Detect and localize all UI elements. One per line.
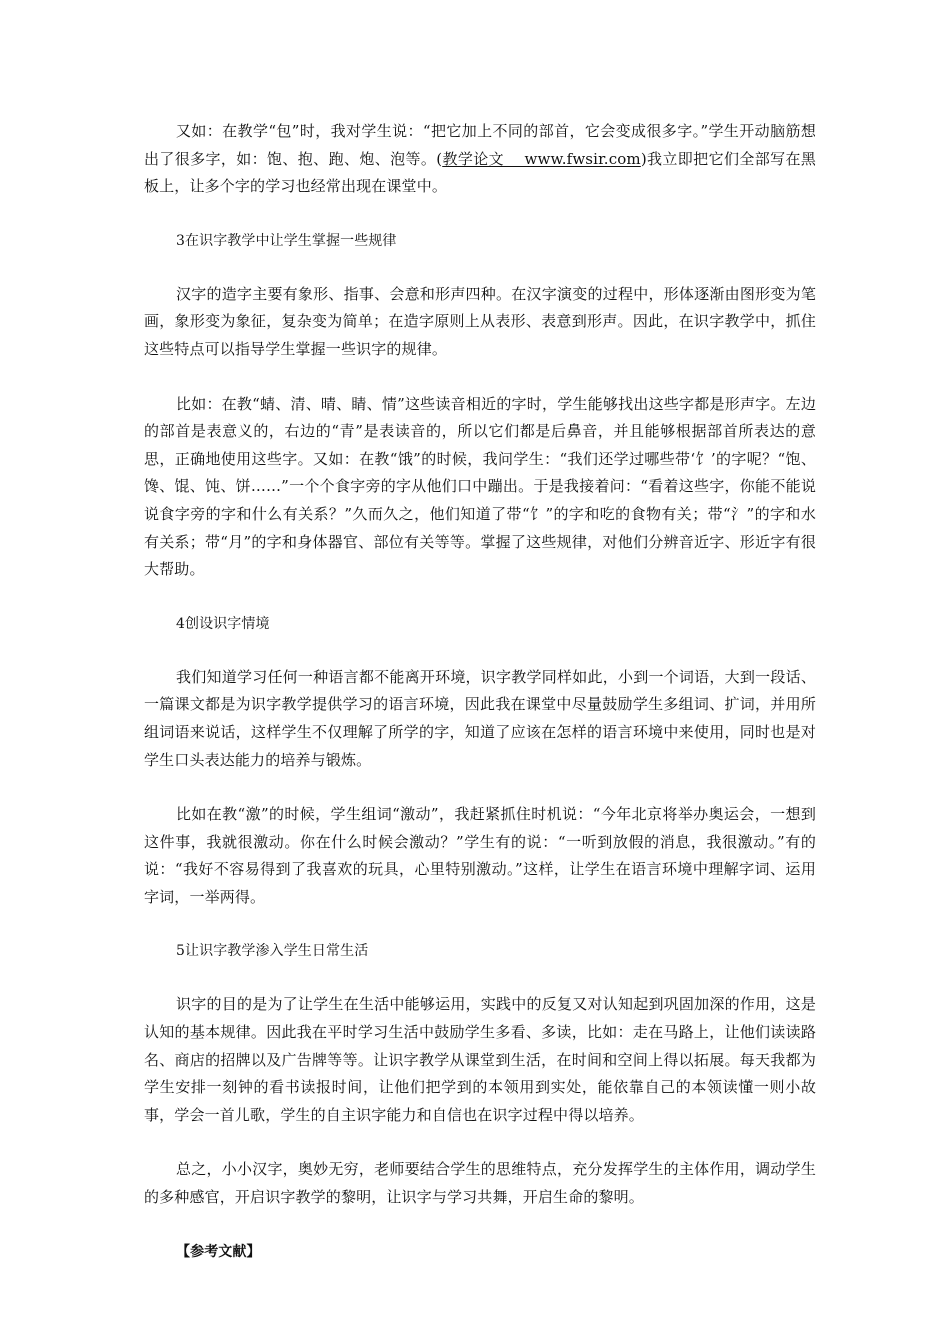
paragraph-language-environment: 我们知道学习任何一种语言都不能离开环境，识字教学同样如此，小到一个词语，大到一段话、一篇课文都是为识字教学提供学习的语言环境，因此我在课堂中尽量鼓励学生多组词、扩词，并用所组词语来说话，这样学生不仅理解了所学的字，知道了应该在怎样的语言环境中来使用，同时也是对学生口头表达能力的培养与锻炼。 (144, 667, 816, 769)
paragraph-text: 又如：在教学“包”时，我对学生说：“把它加上不同的部首，它会变成很多字。”学生开动脑筋想出了很多字，如：饱、抱、跑、炮、泡等。( (144, 122, 816, 168)
paragraph-daily-life: 识字的目的是为了让学生在生活中能够运用，实践中的反复又对认知起到巩固加深的作用，这是认知的基本规律。因此我在平时学习生活中鼓励学生多看、多读，比如：走在马路上，让他们读读路名、商店的招牌以及广告牌等等。让识字教学从课堂到生活，在时间和空间上得以拓展。每天我都为学生安排一刻钟的看书读报时间，让他们把学到的本领用到实处，能依靠自己的本领读懂一则小故事，学会一首儿歌，学生的自主识字能力和自信也在识字过程中得以培养。 (144, 995, 816, 1124)
paragraph-text: )我立即把它们全部写在黑板上，让多个字的学习也经常出现在课堂中。 (144, 149, 816, 196)
paragraph-character-formation: 汉字的造字主要有象形、指事、会意和形声四种。在汉字演变的过程中，形体逐渐由图形变为笔画，象形变为象征，复杂变为简单；在造字原则上从表形、表意到形声。因此，在识字教学中，抓住这些特点可以指导学生掌握一些识字的规律。 (144, 284, 816, 358)
paragraph-qing-example: 比如：在教“蜻、清、晴、睛、情”这些读音相近的字时，学生能够找出这些字都是形声字。左边的部首是表意义的，右边的“青”是表读音的，所以它们都是后鼻音，并且能够根据部首所表达的意思，正确地使用这些字。又如：在教“饿”的时候，我问学生：“我们还学过哪些带‘饣’的字呢？“饱、馋、馄、饨、饼……”一个个食字旁的字从他们口中蹦出。于是我接着问：“看着这些字，你能不能说说食字旁的字和什么有关系？”久而久之，他们知道了带“饣”的字和吃的食物有关；带“氵”的字和水有关系；带“月”的字和身体器官、部位有关等等。掌握了这些规律，对他们分辨音近字、形近字有很大帮助。 (144, 394, 816, 579)
references-heading: 【参考文献】 (176, 1243, 261, 1260)
paragraph-ji-example: 比如在教“激”的时候，学生组词“激动”，我赶紧抓住时机说：“今年北京将举办奥运会，一想到这件事，我就很激动。你在什么时候会激动？”学生有的说：“一听到放假的消息，我很激动。”有的说：“我好不容易得到了我喜欢的玩具，心里特别激动。”这样，让学生在语言环境中理解字词、运用字词，一举两得。 (144, 805, 816, 906)
section-heading-5: 5让识字教学渗入学生日常生活 (176, 943, 369, 960)
paragraph-bao-example (144, 118, 816, 201)
document-body (144, 118, 816, 1266)
section-heading-3: 3在识字教学中让学生掌握一些规律 (176, 232, 397, 249)
source-link[interactable]: 教学论文 www.fwsir.com (442, 149, 641, 168)
section-heading-4: 4创设识字情境 (176, 615, 270, 632)
paragraph-conclusion: 总之，小小汉字，奥妙无穷，老师要结合学生的思维特点，充分发挥学生的主体作用，调动学生的多种感官，开启识字教学的黎明，让识字与学习共舞，开启生命的黎明。 (144, 1160, 816, 1207)
